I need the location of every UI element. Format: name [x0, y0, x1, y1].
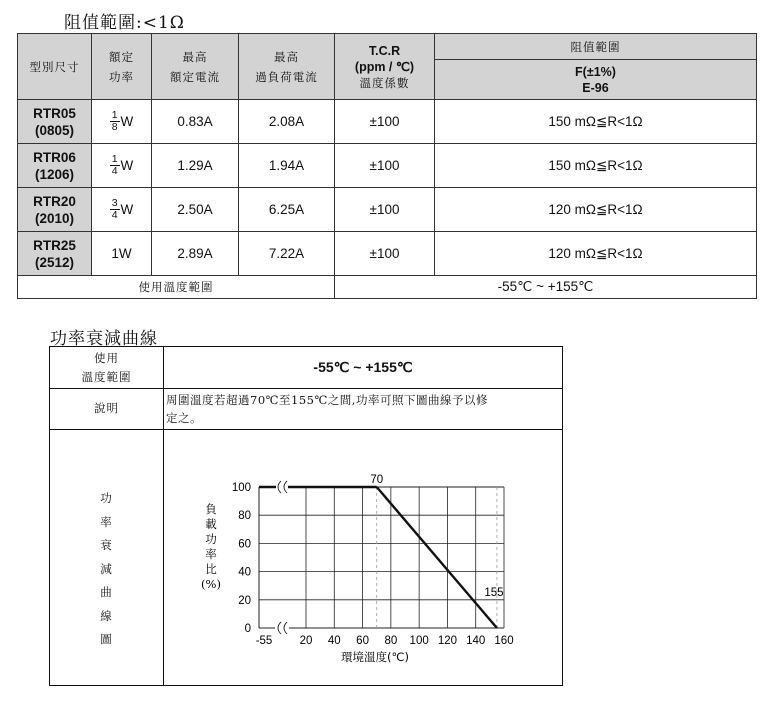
range-cell: 150 mΩ≦R<1Ω — [435, 144, 757, 188]
x-tick-label: 40 — [327, 635, 341, 647]
derating-curve-label: 功 率 衰 減 曲 線 圖 — [100, 491, 113, 646]
header-tolerance: F(±1%) E-96 — [435, 60, 757, 100]
derating-table — [49, 346, 563, 686]
rated-current-cell: 0.83A — [152, 100, 239, 144]
range-cell: 120 mΩ≦R<1Ω — [435, 232, 757, 276]
resistance-range-title: 阻值範圍:<1Ω — [64, 13, 185, 33]
x-tick-label: 160 — [494, 635, 514, 647]
spec-table — [17, 33, 757, 299]
overload-current-cell: 1.94A — [239, 144, 335, 188]
y-axis-label: 率 — [205, 547, 217, 561]
derating-chart — [164, 430, 562, 685]
table-row — [18, 144, 757, 188]
header-rated-power: 額定 功率 — [92, 34, 152, 100]
x-tick-label: 120 — [437, 635, 458, 647]
overload-current-cell: 7.22A — [239, 232, 335, 276]
tcr-cell: ±100 — [335, 100, 435, 144]
operating-temp-row — [18, 276, 757, 299]
y-axis-label: (%) — [201, 577, 221, 591]
temp-range-value: -55℃ ~ +155℃ — [313, 359, 413, 375]
range-cell: 150 mΩ≦R<1Ω — [435, 100, 757, 144]
y-axis-label: 載 — [205, 517, 217, 531]
power-cell: $\frac{1}{8}$ W — [92, 100, 152, 144]
table-row — [18, 188, 757, 232]
rated-current-cell: 2.50A — [152, 188, 239, 232]
power-cell: $\frac{3}{4}$ W — [92, 188, 152, 232]
series-line — [377, 487, 497, 628]
header-resistance-range: 阻值範圍 — [435, 34, 757, 60]
power-cell: $\frac{1}{4}$ W — [92, 144, 152, 188]
axis-break-mask — [275, 622, 289, 634]
overload-current-cell: 2.08A — [239, 100, 335, 144]
table-row — [18, 232, 757, 276]
header-size: 型別尺寸 — [18, 34, 92, 100]
overload-current-cell: 6.25A — [239, 188, 335, 232]
y-tick-label: 40 — [238, 566, 251, 579]
y-tick-label: 100 — [231, 482, 251, 494]
derating-curve-title: 功率衰減曲線 — [50, 329, 158, 349]
operating-temp-label: 使用溫度範圍 — [18, 276, 335, 299]
model-cell: RTR05 (0805) — [18, 100, 92, 144]
header-tcr: T.C.R (ppm / ℃) 溫度係數 — [335, 34, 435, 100]
table-row — [18, 100, 757, 144]
y-tick-label: 60 — [238, 538, 251, 551]
x-tick-label: 20 — [299, 635, 313, 647]
temp-range-label: 使用 溫度範圍 — [81, 351, 132, 384]
rated-current-cell: 1.29A — [152, 144, 239, 188]
y-tick-label: 80 — [238, 510, 251, 523]
model-cell: RTR06 (1206) — [18, 144, 92, 188]
x-tick-label: -55 — [255, 635, 273, 647]
model-cell: RTR20 (2010) — [18, 188, 92, 232]
tcr-cell: ±100 — [335, 144, 435, 188]
x-tick-label: 100 — [409, 635, 429, 647]
y-tick-label: 20 — [238, 594, 251, 607]
tcr-cell: ±100 — [335, 188, 435, 232]
tcr-cell: ±100 — [335, 232, 435, 276]
annotation-label: 70 — [370, 474, 384, 486]
description-text: 周圍溫度若超過70℃至155℃之間,功率可照下圖曲線予以修 定之。 — [166, 393, 488, 425]
model-cell: RTR25 (2512) — [18, 232, 92, 276]
operating-temp-value: -55℃ ~ +155℃ — [335, 276, 757, 299]
x-axis-label: 環境溫度(℃) — [341, 650, 409, 664]
x-tick-label: 140 — [466, 635, 486, 647]
range-cell: 120 mΩ≦R<1Ω — [435, 188, 757, 232]
header-max-overload-current: 最高 過負荷電流 — [239, 34, 335, 100]
y-axis-label: 比 — [205, 562, 217, 576]
y-tick-label: 0 — [244, 623, 251, 635]
y-axis-label: 負 — [205, 502, 217, 516]
rated-current-cell: 2.89A — [152, 232, 239, 276]
axis-break-mask — [275, 481, 289, 493]
x-tick-label: 60 — [356, 635, 369, 647]
y-axis-label: 功 — [205, 532, 217, 546]
annotation-label: 155 — [484, 586, 504, 599]
x-tick-label: 80 — [384, 635, 398, 647]
power-cell: 1W — [92, 232, 152, 276]
header-max-rated-current: 最高 額定電流 — [152, 34, 239, 100]
description-label: 說明 — [94, 401, 119, 415]
